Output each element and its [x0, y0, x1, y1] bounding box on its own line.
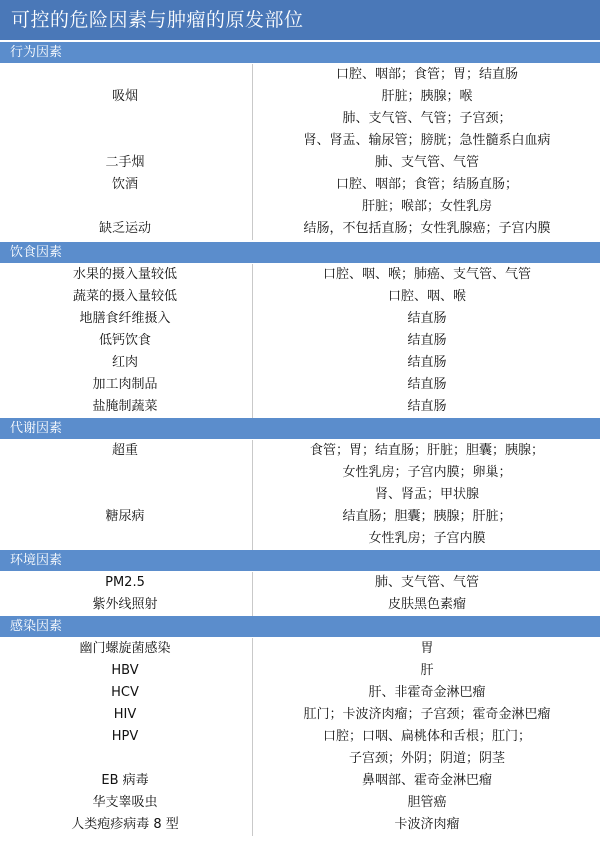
risk-factor-cell: HBV [111, 663, 139, 678]
column-divider [252, 64, 253, 240]
tumor-site-cell: 口腔、咽部；食管；结肠直肠； [335, 177, 518, 192]
tumor-site-cell: 鼻咽部、霍奇金淋巴瘤 [361, 773, 492, 788]
column-divider [252, 264, 253, 418]
tumor-site-cell: 口腔、咽、喉；肺癌、支气管、气管 [322, 267, 531, 282]
tumor-site-cell: 口腔；口咽、扁桃体和舌根；肛门； [322, 729, 531, 744]
column-divider [252, 440, 253, 550]
tumor-site-cell: 女性乳房；子宫内膜 [368, 531, 486, 546]
page-title: 可控的危险因素与肿瘤的原发部位 [0, 0, 600, 40]
risk-factor-cell: 水果的摄入量较低 [72, 267, 177, 282]
risk-factor-cell: 人类疱疹病毒 8 型 [71, 817, 179, 832]
tumor-site-cell: 肾、肾盂；甲状腺 [374, 487, 479, 502]
section-header: 行为因素 [0, 42, 600, 63]
tumor-site-cell: 食管；胃；结直肠；肝脏；胆囊；胰腺； [309, 443, 544, 458]
risk-factor-cell: 吸烟 [111, 89, 138, 104]
tumor-site-cell: 肺、支气管、气管；子宫颈； [342, 111, 512, 126]
column-divider [252, 638, 253, 836]
risk-factor-cell: 饮酒 [111, 177, 138, 192]
section-header: 感染因素 [0, 616, 600, 637]
tumor-site-cell: 口腔、咽部；食管；胃；结直肠 [335, 67, 518, 82]
risk-factor-cell: 缺乏运动 [98, 221, 151, 236]
risk-factor-cell: HPV [111, 729, 139, 744]
tumor-site-cell: 结肠，不包括直肠；女性乳腺癌；子宫内膜 [303, 221, 551, 236]
tumor-site-cell: 肝脏；胰腺；喉 [381, 89, 473, 104]
risk-factor-cell: 幽门螺旋菌感染 [79, 641, 171, 656]
tumor-site-cell: 结直肠 [407, 333, 447, 348]
risk-factor-cell: 地膳食纤维摄入 [79, 311, 171, 326]
risk-factor-cell: 超重 [111, 443, 138, 458]
tumor-site-cell: 肾、肾盂、输尿管；膀胱；急性髓系白血病 [303, 133, 551, 148]
tumor-site-cell: 肛门；卡波济肉瘤；子宫颈；霍奇金淋巴瘤 [303, 707, 551, 722]
risk-factor-cell: 华支睾吸虫 [92, 795, 158, 810]
risk-factor-cell: 盐腌制蔬菜 [92, 399, 158, 414]
risk-factor-cell: 糖尿病 [105, 509, 145, 524]
tumor-site-cell: 肝 [420, 663, 434, 678]
tumor-site-cell: 皮肤黑色素瘤 [387, 597, 466, 612]
section-header: 代谢因素 [0, 418, 600, 439]
risk-factor-cell: 紫外线照射 [92, 597, 158, 612]
tumor-site-cell: 肺、支气管、气管 [374, 155, 479, 170]
tumor-site-cell: 口腔、咽、喉 [387, 289, 466, 304]
tumor-site-cell: 结直肠 [407, 377, 447, 392]
tumor-site-cell: 结直肠；胆囊；胰腺；肝脏； [342, 509, 512, 524]
tumor-site-cell: 肝、非霍奇金淋巴瘤 [368, 685, 486, 700]
risk-factor-cell: HCV [111, 685, 139, 700]
tumor-site-cell: 胆管癌 [407, 795, 447, 810]
risk-factor-cell: 红肉 [111, 355, 138, 370]
risk-factor-cell: EB 病毒 [101, 773, 149, 788]
column-divider [252, 572, 253, 616]
tumor-site-cell: 肺、支气管、气管 [374, 575, 479, 590]
tumor-site-cell: 胃 [420, 641, 434, 656]
risk-factor-cell: HIV [113, 707, 137, 722]
section-header: 饮食因素 [0, 242, 600, 263]
tumor-site-cell: 肝脏；喉部；女性乳房 [361, 199, 492, 214]
risk-factor-cell: PM2.5 [105, 575, 145, 590]
tumor-site-cell: 结直肠 [407, 399, 447, 414]
tumor-site-cell: 结直肠 [407, 355, 447, 370]
tumor-site-cell: 结直肠 [407, 311, 447, 326]
tumor-site-cell: 卡波济肉瘤 [394, 817, 460, 832]
tumor-site-cell: 女性乳房；子宫内膜；卵巢； [342, 465, 512, 480]
tumor-site-cell: 子宫颈；外阴；阴道；阴茎 [348, 751, 505, 766]
risk-factor-cell: 蔬菜的摄入量较低 [72, 289, 177, 304]
risk-factor-cell: 二手烟 [105, 155, 145, 170]
section-header: 环境因素 [0, 550, 600, 571]
risk-factor-cell: 低钙饮食 [98, 333, 151, 348]
risk-factor-cell: 加工肉制品 [92, 377, 158, 392]
